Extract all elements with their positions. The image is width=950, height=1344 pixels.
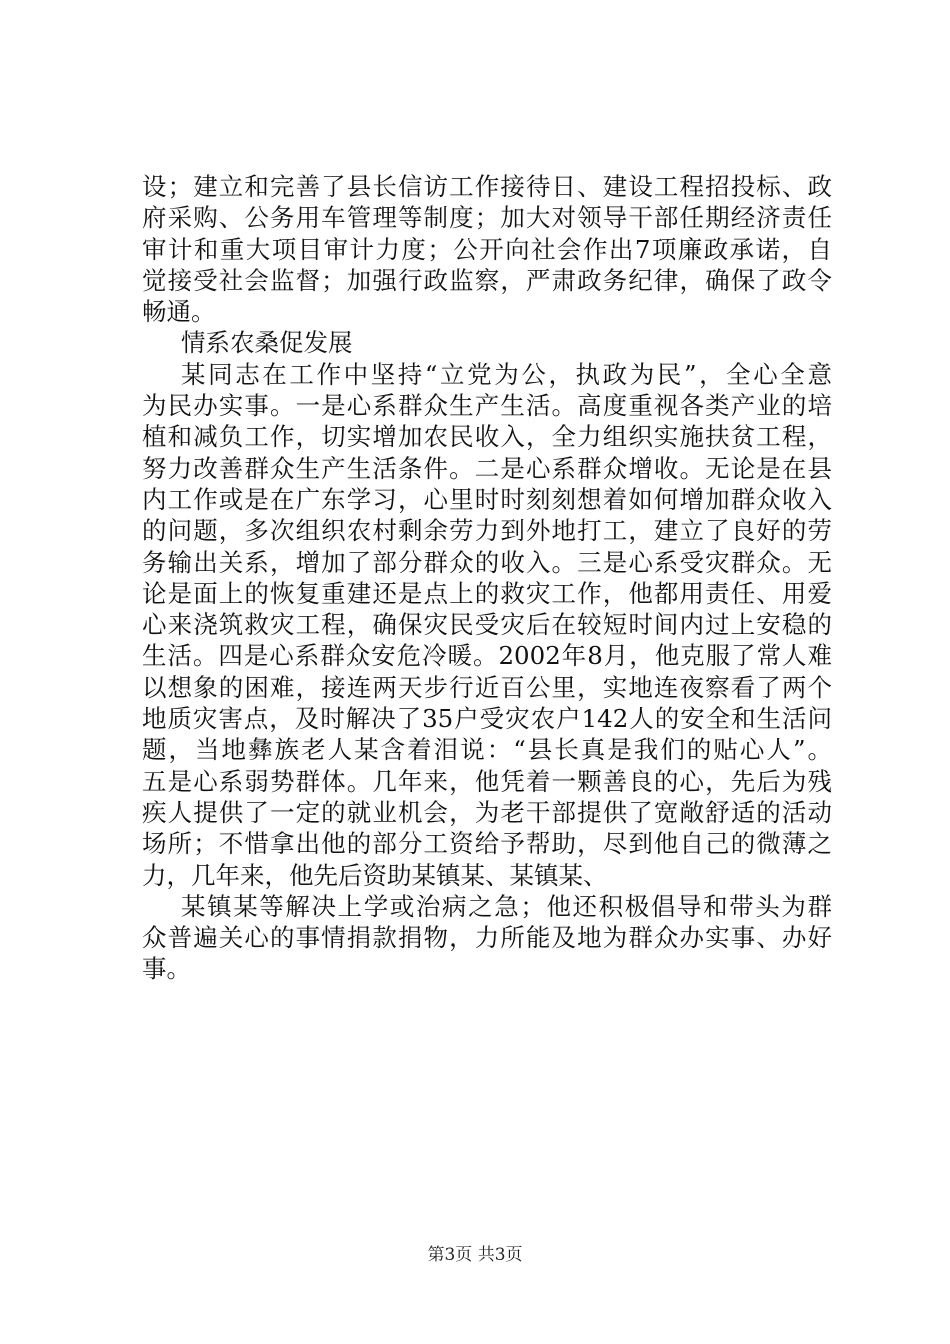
- text-line: 场所；不惜拿出他的部分工资给予帮助，尽到他自己的微薄之: [142, 829, 832, 859]
- text-line: 五是心系弱势群体。几年来，他凭着一颗善良的心，先后为残: [142, 766, 832, 796]
- text-line: 疾人提供了一定的就业机会，为老干部提供了宽敞舒适的活动: [142, 797, 832, 827]
- text-line: 府采购、公务用车管理等制度；加大对领导干部任期经济责任: [142, 203, 832, 233]
- text-line: 的问题，多次组织农村剩余劳力到外地打工，建立了良好的劳: [142, 516, 832, 546]
- text-line: 事。: [142, 954, 191, 984]
- text-line: 心来浇筑救灾工程，确保灾民受灾后在较短时间内过上安稳的: [142, 610, 832, 640]
- text-line: 以想象的困难，接连两天步行近百公里，实地连夜察看了两个: [142, 672, 832, 702]
- text-line: 审计和重大项目审计力度；公开向社会作出7项廉政承诺，自: [142, 234, 832, 264]
- text-line: 设；建立和完善了县长信访工作接待日、建设工程招投标、政: [142, 172, 832, 201]
- text-line: 内工作或是在广东学习，心里时时刻刻想着如何增加群众收入: [142, 484, 832, 514]
- text-line: 觉接受社会监督；加强行政监察，严肃政务纪律，确保了政令: [142, 265, 832, 295]
- text-line: 力，几年来，他先后资助某镇某、某镇某、: [142, 860, 608, 890]
- body-text: [142, 171, 832, 985]
- text-line: 众普遍关心的事情捐款捐物，力所能及地为群众办实事、办好: [142, 923, 832, 953]
- text-line: 为民办实事。一是心系群众生产生活。高度重视各类产业的培: [142, 391, 832, 421]
- text-line: 生活。四是心系群众安危冷暖。2002年8月，他克服了常人难: [142, 641, 832, 671]
- text-line: 努力改善群众生产生活条件。二是心系群众增收。无论是在县: [142, 453, 832, 483]
- text-line: 某同志在工作中坚持“立党为公，执政为民”，全心全意: [181, 359, 832, 389]
- text-line: 某镇某等解决上学或治病之急；他还积极倡导和带头为群: [181, 891, 832, 921]
- text-line: 植和减负工作，切实增加农民收入，全力组织实施扶贫工程，: [142, 422, 832, 452]
- page-number-footer: 第3页 共3页: [427, 1245, 523, 1265]
- section-heading: 情系农桑促发展: [181, 328, 353, 358]
- text-line: 题，当地彝族老人某含着泪说：“县长真是我们的贴心人”。: [142, 735, 832, 765]
- text-line: 论是面上的恢复重建还是点上的救灾工作，他都用责任、用爱: [142, 578, 832, 608]
- text-line: 地质灾害点，及时解决了35户受灾农户142人的安全和生活问: [142, 704, 832, 734]
- text-line: 务输出关系，增加了部分群众的收入。三是心系受灾群众。无: [142, 547, 832, 577]
- text-line: 畅通。: [142, 297, 216, 327]
